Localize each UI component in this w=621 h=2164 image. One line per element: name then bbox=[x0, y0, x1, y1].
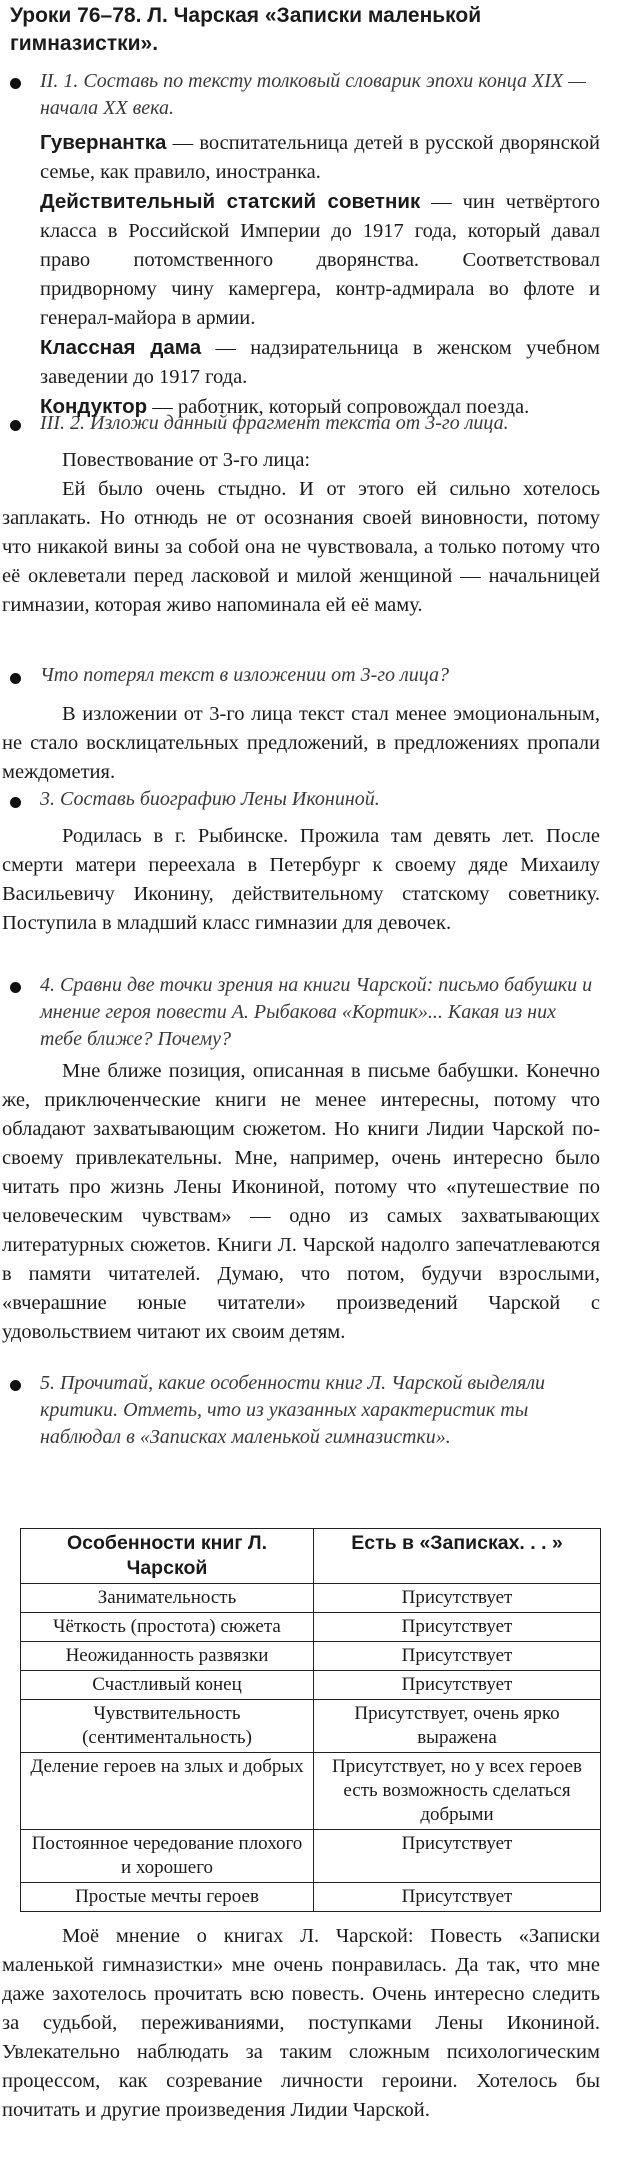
table-row bbox=[21, 1671, 601, 1700]
glossary-definition: — работник, который сопровождал поезда. bbox=[147, 396, 530, 418]
bullet-icon bbox=[10, 1380, 21, 1391]
glossary-definition: — надзирательница в женском учебном заведении до 1917 года. bbox=[40, 337, 600, 388]
table-cell: Присутствует bbox=[314, 1584, 601, 1613]
page-title: Уроки 76–78. Л. Чарская «Записки маленькой гимназистки». bbox=[10, 4, 482, 55]
answer-4: Мне ближе позиция, описанная в письме бабушки. Конечно же, приключенческие книги не менее интересны, потому что обладают захватывающим сюжетом. Но книги Лидии Чарской по-своему привлекательны. Мне, например, очень интересно было читать про жизнь Лены Икониной, потому что «путешествие по человеческим чувствам» — одно из самых захватывающих литературных сюжетов. Книги Л. Чарской надолго запечатлеваются в памяти читателей. Думаю, что потом, будучи взрослыми, «вчерашние юные читатели» произведений Чарской с удовольствием читают их своим детям. bbox=[2, 1060, 600, 1343]
table-cell: Присутствует bbox=[314, 1883, 601, 1912]
table-row bbox=[21, 1830, 601, 1883]
table-row bbox=[21, 1883, 601, 1912]
bullet-icon bbox=[10, 78, 21, 89]
answer-2b: В изложении от 3-го лица текст стал менее эмоциональным, не стало восклицательных предложений, в предложениях пропали междометия. bbox=[2, 703, 600, 783]
answer-2-label: Повествование от 3-го лица: bbox=[62, 449, 311, 471]
bullet-icon bbox=[10, 420, 21, 431]
table-header-row bbox=[21, 1529, 601, 1584]
table-cell: Чувствительность (сентиментальность) bbox=[21, 1700, 314, 1753]
table-cell: Присутствует bbox=[314, 1830, 601, 1883]
task-4: 4. Сравни две точки зрения на книги Чарской: письмо бабушки и мнение героя повести А. Рыбакова «Кортик»... Какая из них тебе ближе? Почему? bbox=[40, 974, 593, 1050]
task-2: III. 2. Изложи данный фрагмент текста от 3-го лица. bbox=[40, 412, 509, 434]
table-row bbox=[21, 1642, 601, 1671]
table-row bbox=[21, 1584, 601, 1613]
table-cell: Простые мечты героев bbox=[21, 1883, 314, 1912]
table-cell: Неожиданность развязки bbox=[21, 1642, 314, 1671]
table-cell: Деление героев на злых и добрых bbox=[21, 1753, 314, 1830]
glossary-term: Кондуктор bbox=[40, 395, 148, 418]
bullet-icon bbox=[10, 797, 21, 808]
table-row bbox=[21, 1753, 601, 1830]
glossary-item bbox=[40, 128, 600, 187]
glossary-term: Классная дама bbox=[40, 336, 202, 359]
glossary-term: Гувернантка bbox=[40, 131, 167, 154]
answer-3: Родилась в г. Рыбинске. Прожила там девять лет. После смерти матери переехала в Петербург к своему дяде Михаилу Васильевичу Иконину, действительному статскому советнику. Поступила в младший класс гимназии для девочек. bbox=[2, 825, 600, 934]
bullet-icon bbox=[10, 673, 21, 684]
table-cell: Присутствует bbox=[314, 1642, 601, 1671]
glossary-term: Действительный статский советник bbox=[40, 190, 421, 213]
table-cell: Присутствует, но у всех героев есть возможность сделаться добрыми bbox=[314, 1753, 601, 1830]
table-cell: Чёткость (простота) сюжета bbox=[21, 1613, 314, 1642]
task-2b: Что потерял текст в изложении от 3-го лица? bbox=[40, 664, 449, 686]
table-cell: Присутствует, очень ярко выражена bbox=[314, 1700, 601, 1753]
conclusion: Моё мнение о книгах Л. Чарской: Повесть «Записки маленькой гимназистки» мне очень понравилась. Да так, что мне даже захотелось прочитать всю повесть. Очень интересно следить за судьбой, переживаниями, поступками Лены Икониной. Увлекательно наблюдать за таким сложным психологическим процессом, как созревание личности героини. Хотелось бы почитать и другие произведения Лидии Чарской. bbox=[2, 1925, 600, 2121]
table-header: Есть в «Записках. . . » bbox=[314, 1529, 601, 1584]
table-cell: Постоянное чередование плохого и хорошего bbox=[21, 1830, 314, 1883]
table-header: Особенности книг Л. Чарской bbox=[21, 1529, 314, 1584]
table-cell: Присутствует bbox=[314, 1613, 601, 1642]
glossary-item bbox=[40, 187, 600, 333]
table-cell: Занимательность bbox=[21, 1584, 314, 1613]
task-5: 5. Прочитай, какие особенности книг Л. Чарской выделяли критики. Отметь, что из указанных характеристик ты наблюдал в «Записках маленькой гимназистки». bbox=[40, 1372, 546, 1448]
table-cell: Присутствует bbox=[314, 1671, 601, 1700]
glossary-definition: — воспитательница детей в русской дворянской семье, как правило, иностранка. bbox=[40, 132, 600, 183]
table-row bbox=[21, 1700, 601, 1753]
table-row bbox=[21, 1613, 601, 1642]
task-1: II. 1. Составь по тексту толковый словарик эпохи конца XIX — начала XX века. bbox=[40, 70, 586, 119]
features-table bbox=[20, 1528, 601, 1912]
glossary-item bbox=[40, 333, 600, 392]
glossary bbox=[40, 128, 600, 422]
table-cell: Счастливый конец bbox=[21, 1671, 314, 1700]
task-3: 3. Составь биографию Лены Икониной. bbox=[40, 788, 380, 810]
glossary-definition: — чин четвёртого класса в Российской Империи до 1917 года, который давал право потомственного дворянства. Соответствовал придворному чину камергера, контр-адмирала во флоте и генерал-майора в армии. bbox=[40, 191, 600, 329]
bullet-icon bbox=[10, 982, 21, 993]
answer-2: Ей было очень стыдно. И от этого ей сильно хотелось заплакать. Но отнюдь не от осознания своей виновности, потому что никакой вины за собой она не чувствовала, а только потому что её оклеветали перед ласковой и милой женщиной — начальницей гимназии, которая живо напоминала ей её маму. bbox=[2, 478, 600, 616]
